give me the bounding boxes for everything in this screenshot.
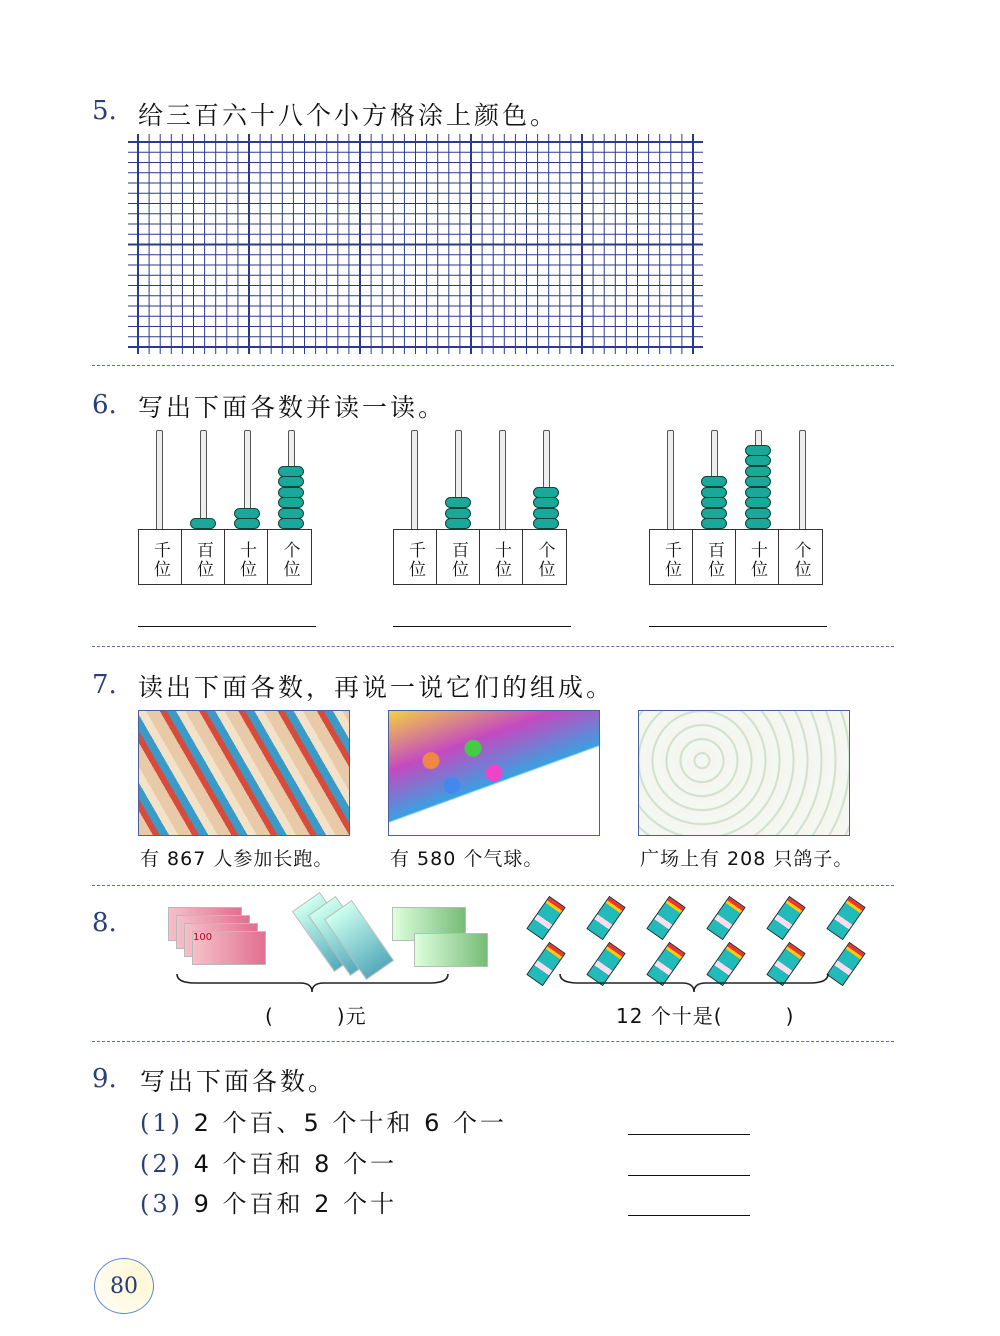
q7-number: 7. bbox=[92, 670, 117, 700]
abacus-rod bbox=[411, 430, 418, 532]
q6-text: 写出下面各数并读一读。 bbox=[138, 393, 447, 422]
abacus-bead bbox=[745, 487, 771, 498]
abacus-bead bbox=[445, 497, 471, 508]
page-number-badge bbox=[94, 1258, 154, 1314]
abacus-bead bbox=[278, 466, 304, 477]
pencil-box bbox=[826, 896, 865, 940]
place-label: 十位 bbox=[480, 530, 523, 584]
abacus-bead bbox=[278, 518, 304, 529]
caption-balloons: 有 580 个气球。 bbox=[390, 848, 544, 870]
abacus-1 bbox=[138, 430, 318, 630]
place-value-labels bbox=[649, 529, 823, 585]
item-text: 4 个百和 8 个一 bbox=[193, 1150, 398, 1178]
abacus-bead bbox=[278, 497, 304, 508]
pencils-answer-blank[interactable]: 12 个十是( ) bbox=[616, 1004, 795, 1028]
abacus-bead bbox=[278, 508, 304, 519]
item-label: (1) bbox=[140, 1109, 183, 1137]
abacus-3 bbox=[649, 430, 829, 630]
q9-item-3 bbox=[140, 1184, 397, 1219]
abacus-bead bbox=[701, 476, 727, 487]
q7-text: 读出下面各数，再说一说它们的组成。 bbox=[138, 673, 615, 702]
place-value-labels bbox=[138, 529, 312, 585]
caption-pigeons: 广场上有 208 只鸽子。 bbox=[640, 848, 854, 870]
abacus-bead bbox=[533, 497, 559, 508]
place-value-labels bbox=[393, 529, 567, 585]
q9-answer-line-1[interactable] bbox=[628, 1134, 750, 1135]
divider bbox=[92, 365, 894, 366]
pencil-box bbox=[646, 896, 685, 940]
item-label: (3) bbox=[140, 1190, 183, 1218]
abacus-bead bbox=[745, 476, 771, 487]
abacus-bead bbox=[701, 497, 727, 508]
money-answer-blank[interactable]: ( )元 bbox=[265, 1004, 367, 1028]
balloons-image bbox=[388, 710, 600, 836]
place-label: 千位 bbox=[650, 530, 693, 584]
banknote: 100 bbox=[192, 931, 266, 965]
money-notes bbox=[160, 905, 500, 975]
place-label: 个位 bbox=[279, 540, 300, 579]
answer-line-1[interactable] bbox=[138, 626, 316, 627]
abacus-bead bbox=[445, 518, 471, 529]
abacus-rod bbox=[200, 430, 207, 532]
place-label: 十位 bbox=[225, 530, 268, 584]
q9-answer-line-3[interactable] bbox=[628, 1215, 750, 1216]
abacus-bead bbox=[745, 497, 771, 508]
runners-image bbox=[138, 710, 350, 836]
q9-number: 9. bbox=[92, 1064, 117, 1094]
abacus-bead bbox=[190, 518, 216, 529]
pencil-box bbox=[586, 896, 625, 940]
caption-runners: 有 867 人参加长跑。 bbox=[140, 848, 334, 870]
banknote bbox=[414, 933, 488, 967]
q6-number: 6. bbox=[92, 390, 117, 420]
abacus-rod bbox=[799, 430, 806, 532]
abacus-bead bbox=[533, 487, 559, 498]
abacus-bead bbox=[234, 508, 260, 519]
item-label: (2) bbox=[140, 1150, 183, 1178]
pencil-boxes bbox=[528, 892, 873, 982]
divider bbox=[92, 885, 894, 886]
abacus-bead bbox=[701, 518, 727, 529]
page-number: 80 bbox=[110, 1273, 138, 1299]
brace-pencils bbox=[558, 972, 830, 994]
place-label: 个位 bbox=[790, 540, 811, 579]
pencil-box bbox=[766, 896, 805, 940]
place-label: 百位 bbox=[437, 530, 480, 584]
abacus-2 bbox=[393, 430, 573, 630]
q8-number: 8. bbox=[92, 908, 117, 938]
place-label: 千位 bbox=[139, 530, 182, 584]
divider bbox=[92, 646, 894, 647]
divider bbox=[92, 1041, 894, 1042]
place-label: 百位 bbox=[693, 530, 736, 584]
q5-text: 给三百六十八个小方格涂上颜色。 bbox=[138, 101, 559, 130]
abacus-rod bbox=[156, 430, 163, 532]
pencil-box bbox=[526, 896, 565, 940]
pigeons-image bbox=[638, 710, 850, 836]
abacus-bead bbox=[533, 518, 559, 529]
place-label: 十位 bbox=[736, 530, 779, 584]
abacus-bead bbox=[701, 487, 727, 498]
q9-answer-line-2[interactable] bbox=[628, 1175, 750, 1176]
place-label: 百位 bbox=[182, 530, 225, 584]
abacus-bead bbox=[445, 508, 471, 519]
abacus-bead bbox=[278, 476, 304, 487]
brace-money bbox=[175, 972, 450, 994]
abacus-bead bbox=[745, 508, 771, 519]
square-grid[interactable] bbox=[128, 134, 703, 354]
abacus-bead bbox=[745, 466, 771, 477]
abacus-bead bbox=[701, 508, 727, 519]
abacus-bead bbox=[278, 487, 304, 498]
place-label: 个位 bbox=[534, 540, 555, 579]
place-label: 千位 bbox=[394, 530, 437, 584]
pencil-box bbox=[706, 896, 745, 940]
abacus-bead bbox=[745, 518, 771, 529]
abacus-bead bbox=[234, 518, 260, 529]
answer-line-2[interactable] bbox=[393, 626, 571, 627]
abacus-rod bbox=[499, 430, 506, 532]
q9-item-1 bbox=[140, 1103, 507, 1138]
pencil-box bbox=[826, 942, 865, 986]
abacus-bead bbox=[745, 445, 771, 456]
abacus-bead bbox=[745, 455, 771, 466]
q5-number: 5. bbox=[92, 96, 117, 126]
answer-line-3[interactable] bbox=[649, 626, 827, 627]
item-text: 2 个百、5 个十和 6 个一 bbox=[193, 1109, 507, 1137]
abacus-rod bbox=[667, 430, 674, 532]
item-text: 9 个百和 2 个十 bbox=[193, 1190, 398, 1218]
q9-item-2 bbox=[140, 1144, 397, 1179]
abacus-bead bbox=[533, 508, 559, 519]
q9-text: 写出下面各数。 bbox=[140, 1067, 337, 1096]
